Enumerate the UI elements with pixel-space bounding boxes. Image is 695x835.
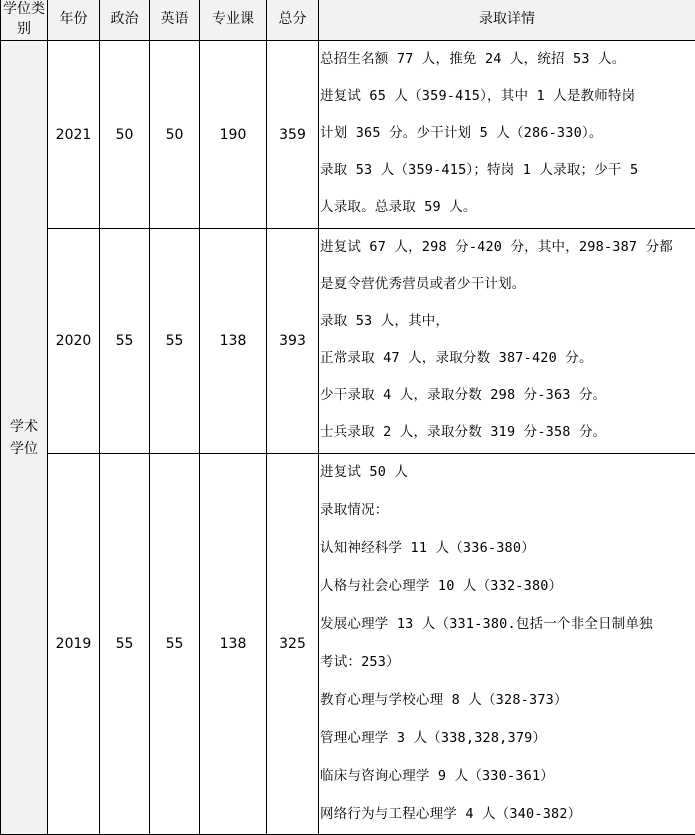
detail-line: 计划 365 分。少干计划 5 人（286-330）。 <box>320 115 695 152</box>
detail-line: 考试：253） <box>320 644 695 682</box>
header-total: 总分 <box>267 0 319 41</box>
year-cell: 2020 <box>48 229 100 454</box>
detail-line: 录取情况： <box>320 492 695 530</box>
detail-line: 录取 53 人（359-415）；特岗 1 人录取；少干 5 <box>320 152 695 189</box>
table-row-2020 <box>1 229 695 454</box>
detail-line: 是夏令营优秀营员或者少干计划。 <box>320 266 695 303</box>
details-cell <box>319 41 695 229</box>
table-row-2021 <box>1 41 695 229</box>
header-details: 录取详情 <box>319 0 695 41</box>
politics-cell: 55 <box>100 454 150 835</box>
major-cell: 190 <box>200 41 267 229</box>
header-politics: 政治 <box>100 0 150 41</box>
detail-line: 临床与咨询心理学 9 人（330-361） <box>320 758 695 796</box>
total-cell: 359 <box>267 41 319 229</box>
english-cell: 55 <box>150 229 200 454</box>
header-category: 学位类别 <box>1 0 48 41</box>
english-cell: 50 <box>150 41 200 229</box>
total-cell: 325 <box>267 454 319 835</box>
detail-line: 教育心理与学校心理 8 人（328-373） <box>320 682 695 720</box>
major-cell: 138 <box>200 229 267 454</box>
category-label: 学术学位 <box>7 416 41 460</box>
detail-line: 认知神经科学 11 人（336-380） <box>320 530 695 568</box>
table-row-2019 <box>1 454 695 835</box>
detail-line: 进复试 65 人（359-415），其中 1 人是教师特岗 <box>320 78 695 115</box>
header-year: 年份 <box>48 0 100 41</box>
detail-line: 发展心理学 13 人（331-380.包括一个非全日制单独 <box>320 606 695 644</box>
category-cell <box>1 41 48 835</box>
year-cell: 2021 <box>48 41 100 229</box>
header-major: 专业课 <box>200 0 267 41</box>
politics-cell: 50 <box>100 41 150 229</box>
header-row <box>1 0 695 41</box>
detail-line: 人录取。总录取 59 人。 <box>320 189 695 226</box>
details-cell <box>319 454 695 835</box>
detail-line: 进复试 67 人，298 分-420 分，其中，298-387 分都 <box>320 229 695 266</box>
detail-line: 少干录取 4 人，录取分数 298 分-363 分。 <box>320 377 695 414</box>
header-english: 英语 <box>150 0 200 41</box>
detail-line: 士兵录取 2 人，录取分数 319 分-358 分。 <box>320 414 695 451</box>
detail-line: 进复试 50 人 <box>320 454 695 492</box>
details-cell <box>319 229 695 454</box>
detail-line: 总招生名额 77 人，推免 24 人，统招 53 人。 <box>320 41 695 78</box>
year-cell: 2019 <box>48 454 100 835</box>
major-cell: 138 <box>200 454 267 835</box>
detail-line: 人格与社会心理学 10 人（332-380） <box>320 568 695 606</box>
total-cell: 393 <box>267 229 319 454</box>
detail-line: 管理心理学 3 人（338,328,379） <box>320 720 695 758</box>
english-cell: 55 <box>150 454 200 835</box>
politics-cell: 55 <box>100 229 150 454</box>
detail-line: 录取 53 人，其中， <box>320 303 695 340</box>
detail-line: 正常录取 47 人，录取分数 387-420 分。 <box>320 340 695 377</box>
detail-line: 网络行为与工程心理学 4 人（340-382） <box>320 796 695 834</box>
